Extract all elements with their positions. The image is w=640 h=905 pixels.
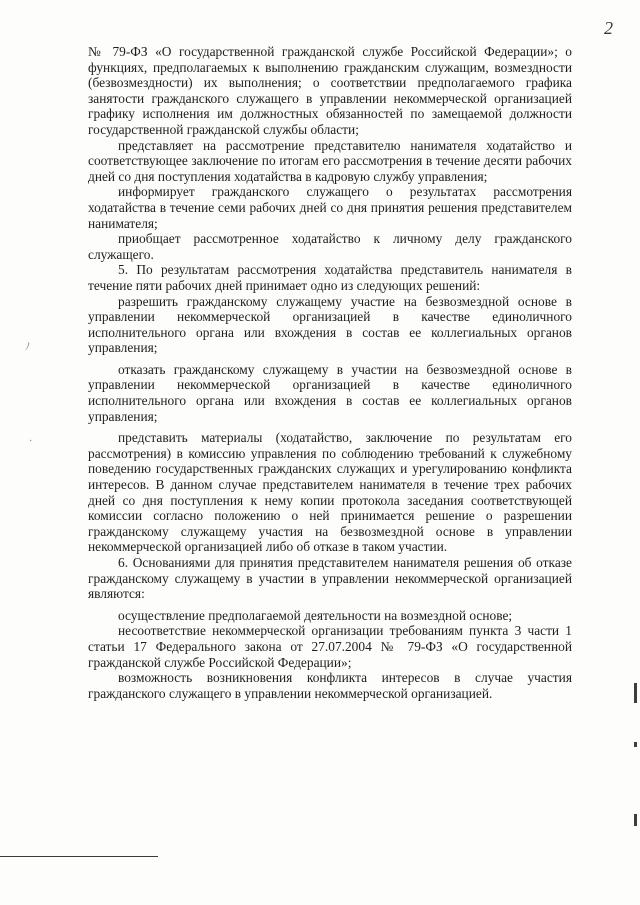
paragraph-ground-paid-activity: осуществление предполагаемой деятельности на возмездной основе; (118, 607, 513, 623)
page-number: 2 (604, 18, 613, 38)
scan-edge-mark (634, 814, 637, 826)
scan-edge-mark (634, 683, 637, 703)
paragraph-informs-employee: информирует гражданского служащего о результатах рассмотрения ходатайства в течение семи рабочих дней со дня принятия решения представителем нанимателя; (88, 184, 572, 231)
paragraph-section-5: 5. По результатам рассмотрения ходатайства представитель нанимателя в течение пяти рабочих дней принимает одно из следующих решений: (88, 262, 572, 293)
scan-edge-mark (634, 742, 637, 747)
paragraph-ground-conflict: возможность возникновения конфликта интересов в случае участия гражданского служащего в управлении некоммерческой организацией. (88, 670, 572, 701)
document-body (88, 44, 572, 701)
scan-speck: · (29, 436, 33, 447)
paragraph-submits-petition: представляет на рассмотрение представителю нанимателя ходатайство и соответствующее заключение по итогам его рассмотрения в течение десяти рабочих дней со дня поступления ходатайства в кадровую службу управления; (88, 137, 572, 184)
paragraph-attaches-petition: приобщает рассмотренное ходатайство к личному делу гражданского служащего. (88, 231, 572, 262)
paragraph-continuation: № 79-ФЗ «О государственной гражданской службе Российской Федерации»; о функциях, предполагаемых к выполнению гражданским служащим, возмездности (безвозмездности) их выполнения; о соответствии предполагаемого графика занятости гражданского служащего в управлении некоммерческой организацией графику исполнения им должностных обязанностей по замещаемой должности государственной гражданской службы области; (88, 44, 572, 137)
paragraph-decision-commission: представить материалы (ходатайство, заключение по результатам его рассмотрения) в комиссию управления по соблюдению требований к служебному поведению государственных гражданских служащих и урегулированию конфликта интересов. В данном случае представителем нанимателя в течение трех рабочих дней со дня поступления к нему копии протокола заседания соответствующей комиссии согласно положению о ней принимается решение о разрешении гражданскому служащему участия на безвозмездной основе в управлении некоммерческой организацией либо об отказе в таком участии. (88, 430, 572, 555)
paragraph-decision-allow: разрешить гражданскому служащему участие на безвозмездной основе в управлении некоммерческой организацией в качестве единоличного исполнительного органа или вхождения в состав ее коллегиальных органов управления; (88, 293, 572, 356)
paragraph-ground-noncompliance: несоответствие некоммерческой организации требованиям пункта 3 части 1 статьи 17 Федерального закона от 27.07.2004 № 79-ФЗ «О государственной гражданской службе Российской Федерации»; (88, 623, 572, 670)
paragraph-section-6: 6. Основаниями для принятия представителем нанимателя решения об отказе гражданскому служащему в участии в управлении некоммерческой организацией являются: (88, 555, 572, 602)
scan-speck: ﾉ (25, 342, 30, 353)
paragraph-decision-refuse: отказать гражданскому служащему в участии на безвозмездной основе в управлении некоммерческой организацией в качестве единоличного исполнительного органа или вхождения в состав ее коллегиальных органов управления; (88, 361, 572, 424)
footnote-rule (0, 856, 158, 857)
